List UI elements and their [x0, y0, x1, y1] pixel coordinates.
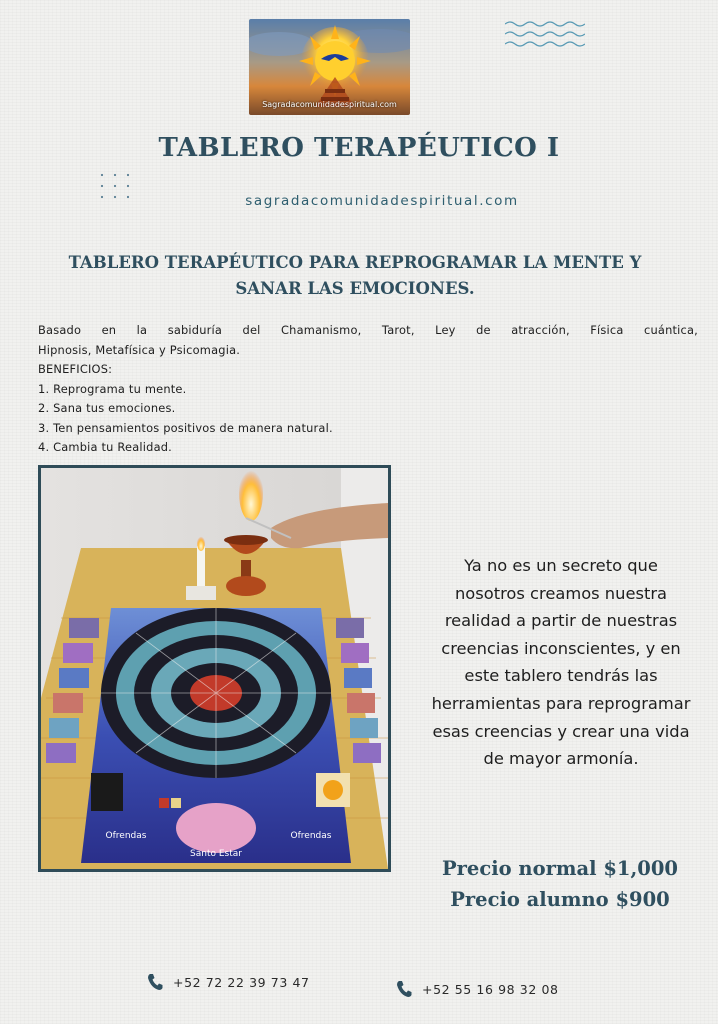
quote-line: realidad a partir de nuestras	[444, 611, 678, 631]
phone-number: +52 55 16 98 32 08	[422, 981, 559, 997]
benefit-item: 2. Sana tus emociones.	[38, 401, 176, 415]
price-student: Precio alumno $900	[450, 888, 670, 911]
intro-line-2: Hipnosis, Metafísica y Psicomagia.	[38, 342, 241, 357]
brand-logo	[249, 19, 410, 115]
waves-decoration-icon	[505, 20, 585, 56]
quote-line: de mayor armonía.	[483, 749, 639, 769]
phone-icon	[396, 980, 412, 998]
phone-icon	[147, 973, 163, 991]
pricing-block	[430, 853, 690, 915]
quote-paragraph	[404, 552, 718, 773]
board-label-center: Santo Estar	[190, 849, 242, 859]
subtitle-line-1: TABLERO TERAPÉUTICO PARA REPROGRAMAR LA MENTE Y	[68, 253, 642, 272]
page-title: TABLERO TERAPÉUTICO I	[158, 133, 560, 163]
quote-line: creencias inconscientes, y en	[441, 638, 681, 658]
subtitle	[40, 250, 670, 302]
phone-number: +52 72 22 39 73 47	[173, 974, 310, 990]
quote-line: herramientas para reprogramar	[431, 693, 691, 713]
quote-line: este tablero tendrás las	[464, 666, 658, 686]
contact-phone-1[interactable]	[147, 973, 310, 991]
quote-line: Ya no es un secreto que	[464, 556, 658, 575]
description-block	[38, 321, 698, 458]
benefit-item: 4. Cambia tu Realidad.	[38, 440, 173, 454]
quote-line: esas creencias y crear una vida	[432, 721, 690, 741]
price-normal: Precio normal $1,000	[442, 857, 678, 880]
subtitle-line-2: SANAR LAS EMOCIONES.	[235, 279, 475, 298]
contact-phone-2[interactable]	[396, 980, 559, 998]
board-game-photo	[38, 465, 391, 872]
intro-line-1: Basado en la sabiduría del Chamanismo, Tarot, Ley de atracción, Física cuántica,	[38, 323, 698, 337]
benefit-item: 3. Ten pensamientos positivos de manera natural.	[38, 420, 333, 435]
logo-text: Sagradacomunidadespiritual.com	[262, 100, 397, 109]
board-label-right: Ofrendas	[290, 831, 332, 841]
benefit-item: 1. Reprograma tu mente.	[38, 381, 187, 396]
website-link[interactable]: sagradacomunidadespiritual.com	[245, 193, 519, 209]
quote-line: nosotros creamos nuestra	[454, 583, 667, 603]
benefits-heading: BENEFICIOS:	[38, 362, 113, 376]
board-label-left: Ofrendas	[105, 831, 147, 841]
